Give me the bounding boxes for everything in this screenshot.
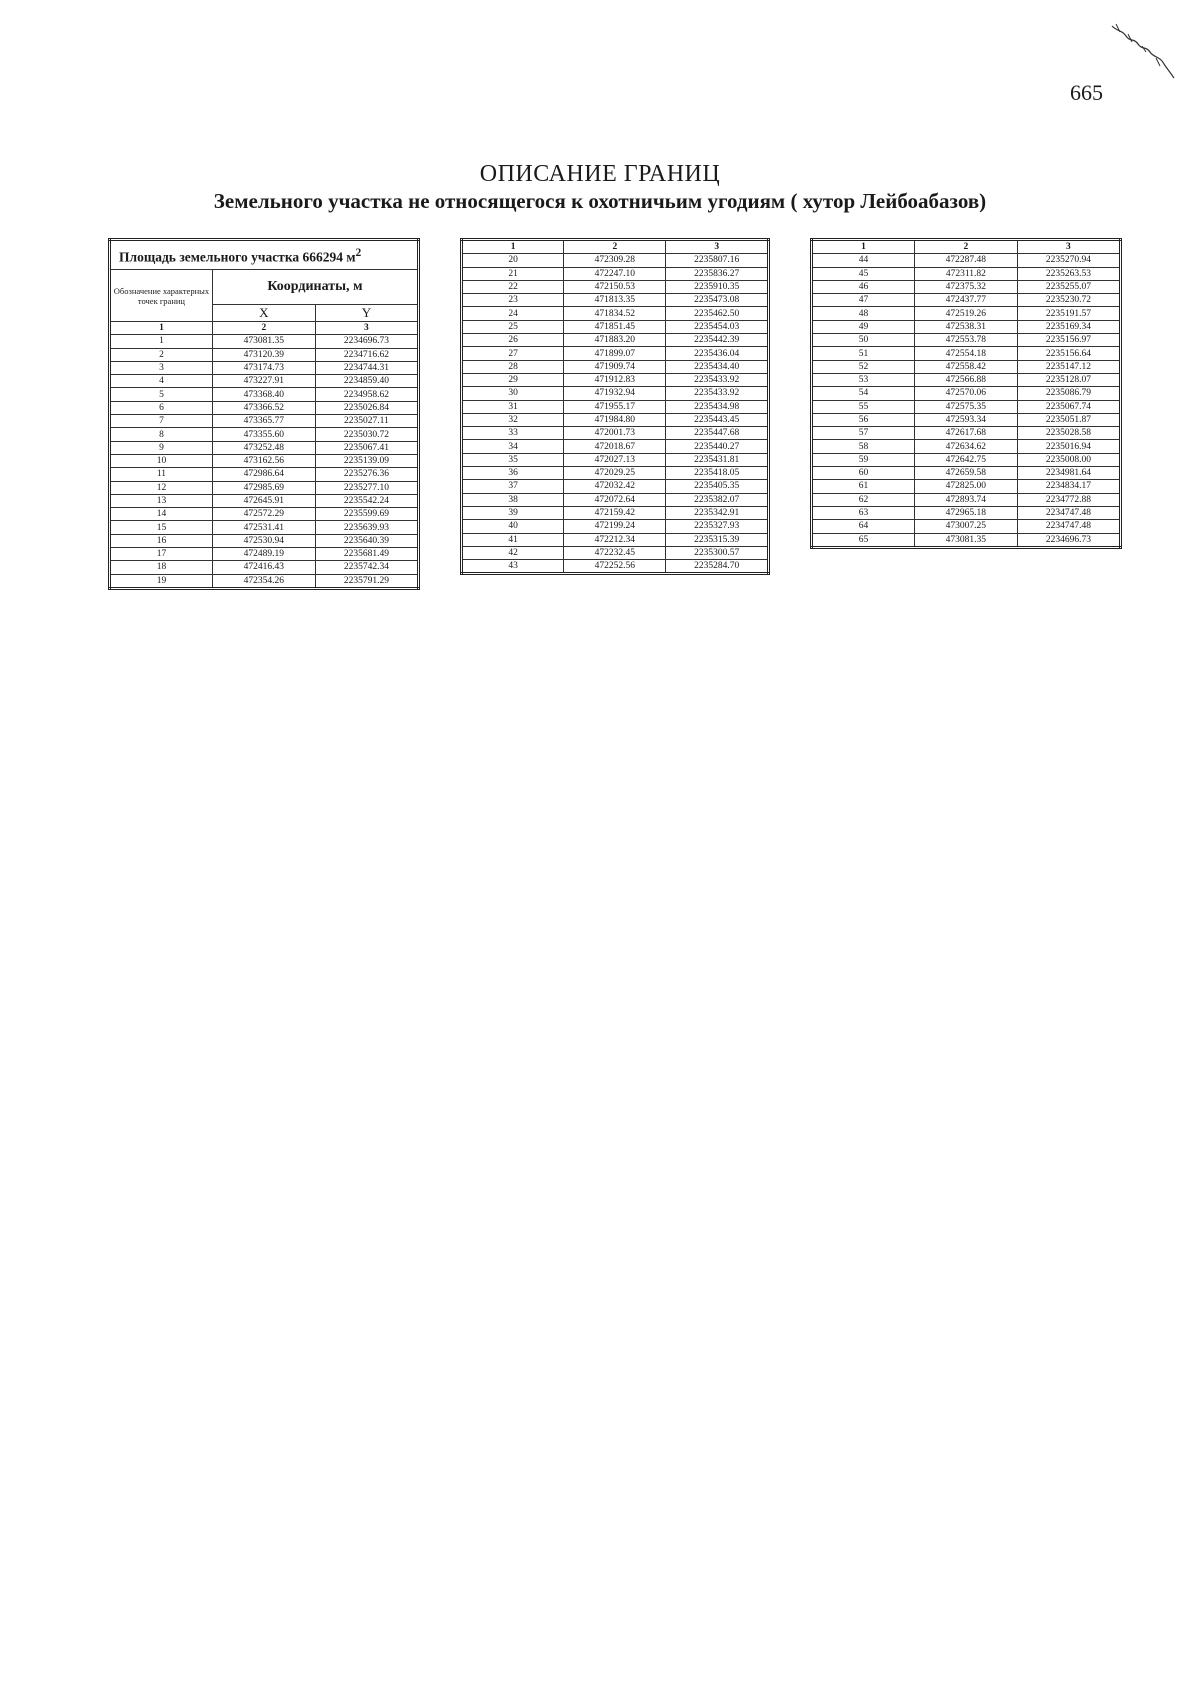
x-coordinate: 472531.41 [212,521,315,534]
x-coordinate: 472986.64 [212,468,315,481]
y-coordinate: 2235027.11 [315,415,418,428]
point-number: 29 [462,373,564,386]
table-row [812,254,1121,267]
point-number: 31 [462,400,564,413]
y-coordinate: 2235434.40 [666,360,769,373]
point-number: 10 [110,454,213,467]
x-coordinate: 472018.67 [564,440,666,453]
table-row [110,441,419,454]
x-coordinate: 472212.34 [564,533,666,546]
y-coordinate: 2235156.97 [1017,334,1120,347]
y-coordinate: 2235382.07 [666,493,769,506]
y-coordinate: 2235284.70 [666,560,769,574]
x-coordinate: 472001.73 [564,427,666,440]
table-row [462,413,769,426]
x-coordinate: 472985.69 [212,481,315,494]
x-coordinate: 473081.35 [212,335,315,348]
y-coordinate: 2235300.57 [666,546,769,559]
document-heading [0,160,1200,214]
x-coordinate: 473227.91 [212,375,315,388]
x-coordinate: 472252.56 [564,560,666,574]
y-coordinate: 2235807.16 [666,254,769,267]
column-number: 1 [812,240,915,254]
table-row [812,307,1121,320]
y-coordinate: 2235640.39 [315,534,418,547]
coordinates-header: Координаты, м [212,270,418,305]
point-number: 52 [812,360,915,373]
x-coordinate: 471813.35 [564,294,666,307]
point-number: 17 [110,548,213,561]
table-row [110,494,419,507]
point-number: 61 [812,480,915,493]
y-coordinate: 2235462.50 [666,307,769,320]
x-coordinate: 472199.24 [564,520,666,533]
x-coordinate: 473252.48 [212,441,315,454]
table-row [462,520,769,533]
column-number: 3 [315,322,418,335]
point-number: 46 [812,280,915,293]
y-coordinate: 2235454.03 [666,320,769,333]
table-row [110,534,419,547]
point-number: 25 [462,320,564,333]
y-coordinate: 2235139.09 [315,454,418,467]
point-number: 62 [812,493,915,506]
point-number: 20 [462,254,564,267]
point-number: 7 [110,415,213,428]
column-number-row [812,240,1121,254]
table-row [110,574,419,588]
y-coordinate: 2235051.87 [1017,413,1120,426]
y-coordinate: 2235433.92 [666,387,769,400]
y-coordinate: 2235791.29 [315,574,418,588]
point-number: 8 [110,428,213,441]
y-coordinate: 2235086.79 [1017,387,1120,400]
x-coordinate: 472566.88 [914,373,1017,386]
point-number: 65 [812,533,915,547]
table-row [812,480,1121,493]
table-row [462,400,769,413]
y-coordinate: 2235542.24 [315,494,418,507]
y-coordinate: 2235026.84 [315,401,418,414]
y-coordinate: 2235030.72 [315,428,418,441]
point-number: 49 [812,320,915,333]
point-number: 51 [812,347,915,360]
x-coordinate: 471955.17 [564,400,666,413]
table-row [462,294,769,307]
table-row [462,387,769,400]
x-coordinate: 473081.35 [914,533,1017,547]
point-number: 55 [812,400,915,413]
y-coordinate: 2235128.07 [1017,373,1120,386]
x-coordinate: 472965.18 [914,506,1017,519]
point-number: 18 [110,561,213,574]
x-coordinate: 472572.29 [212,508,315,521]
y-coordinate: 2235067.74 [1017,400,1120,413]
table-row [110,361,419,374]
coordinates-table-1 [108,238,420,590]
y-coordinate: 2235156.64 [1017,347,1120,360]
y-coordinate: 2234744.31 [315,361,418,374]
point-number: 42 [462,546,564,559]
point-number: 45 [812,267,915,280]
table-row [812,360,1121,373]
y-coordinate: 2235836.27 [666,267,769,280]
table-row [110,454,419,467]
point-number: 41 [462,533,564,546]
y-coordinate: 2235431.81 [666,453,769,466]
y-coordinate: 2234834.17 [1017,480,1120,493]
y-coordinate: 2235191.57 [1017,307,1120,320]
point-number: 63 [812,506,915,519]
y-coordinate: 2234696.73 [315,335,418,348]
y-coordinate: 2235147.12 [1017,360,1120,373]
table-row [462,280,769,293]
y-coordinate: 2235067.41 [315,441,418,454]
point-number: 48 [812,307,915,320]
table-row [812,320,1121,333]
x-header: X [212,305,315,322]
y-coordinate: 2235442.39 [666,334,769,347]
y-coordinate: 2234772.88 [1017,493,1120,506]
x-coordinate: 473366.52 [212,401,315,414]
x-coordinate: 472437.77 [914,294,1017,307]
column-number-row [110,322,419,335]
y-coordinate: 2235230.72 [1017,294,1120,307]
x-coordinate: 472530.94 [212,534,315,547]
point-number: 21 [462,267,564,280]
coordinates-table-2 [460,238,770,575]
table-row [812,493,1121,506]
table-row [462,334,769,347]
table-row [462,440,769,453]
point-number: 43 [462,560,564,574]
document-title: ОПИСАНИЕ ГРАНИЦ [479,161,721,187]
point-number: 30 [462,387,564,400]
point-number: 1 [110,335,213,348]
y-coordinate: 2235447.68 [666,427,769,440]
point-number: 64 [812,520,915,533]
table-row [110,508,419,521]
point-number: 59 [812,453,915,466]
point-number: 6 [110,401,213,414]
x-coordinate: 471899.07 [564,347,666,360]
point-number: 19 [110,574,213,588]
x-coordinate: 472032.42 [564,480,666,493]
point-number: 27 [462,347,564,360]
table-row [110,561,419,574]
x-coordinate: 472287.48 [914,254,1017,267]
table-row [812,467,1121,480]
x-coordinate: 473162.56 [212,454,315,467]
table-row [812,280,1121,293]
point-number: 47 [812,294,915,307]
x-coordinate: 471834.52 [564,307,666,320]
x-coordinate: 472554.18 [914,347,1017,360]
document-subtitle: Земельного участка не относящегося к охотничьим угодиям ( хутор Лейбоабазов) [213,189,987,213]
table-row [110,388,419,401]
x-coordinate: 472893.74 [914,493,1017,506]
table-row [462,320,769,333]
x-coordinate: 471883.20 [564,334,666,347]
table-row [462,480,769,493]
x-coordinate: 472642.75 [914,453,1017,466]
y-coordinate: 2235910.35 [666,280,769,293]
table-row [110,335,419,348]
y-coordinate: 2235681.49 [315,548,418,561]
table-row [462,267,769,280]
y-coordinate: 2235742.34 [315,561,418,574]
x-coordinate: 472519.26 [914,307,1017,320]
table-row [110,348,419,361]
handwritten-signature [1108,22,1178,82]
x-coordinate: 472558.42 [914,360,1017,373]
x-coordinate: 472553.78 [914,334,1017,347]
table-row [110,481,419,494]
x-coordinate: 472645.91 [212,494,315,507]
table-row [462,560,769,574]
table-row [812,294,1121,307]
y-coordinate: 2235276.36 [315,468,418,481]
x-coordinate: 473120.39 [212,348,315,361]
table-row [812,373,1121,386]
x-coordinate: 472575.35 [914,400,1017,413]
x-coordinate: 472825.00 [914,480,1017,493]
x-coordinate: 472538.31 [914,320,1017,333]
x-coordinate: 472072.64 [564,493,666,506]
table-row [110,468,419,481]
y-coordinate: 2235418.05 [666,467,769,480]
x-coordinate: 471984.80 [564,413,666,426]
point-number: 24 [462,307,564,320]
x-coordinate: 472232.45 [564,546,666,559]
table-row [110,428,419,441]
y-coordinate: 2235434.98 [666,400,769,413]
column-number: 2 [564,240,666,254]
point-number: 16 [110,534,213,547]
table-row [462,467,769,480]
point-number: 12 [110,481,213,494]
x-coordinate: 472354.26 [212,574,315,588]
point-number: 60 [812,467,915,480]
table-row [812,533,1121,547]
y-coordinate: 2235473.08 [666,294,769,307]
point-number: 13 [110,494,213,507]
table-row [462,360,769,373]
table-row [462,347,769,360]
x-coordinate: 472593.34 [914,413,1017,426]
x-coordinate: 472634.62 [914,440,1017,453]
table-row [812,387,1121,400]
point-number: 2 [110,348,213,361]
table-row [812,347,1121,360]
table-row [462,453,769,466]
table-row [812,267,1121,280]
x-coordinate: 471851.45 [564,320,666,333]
y-coordinate: 2235277.10 [315,481,418,494]
x-coordinate: 472027.13 [564,453,666,466]
point-number: 28 [462,360,564,373]
point-number: 54 [812,387,915,400]
table-row [462,493,769,506]
point-number: 34 [462,440,564,453]
x-coordinate: 472029.25 [564,467,666,480]
table-row [462,307,769,320]
table-row [462,427,769,440]
y-coordinate: 2234696.73 [1017,533,1120,547]
x-coordinate: 472311.82 [914,267,1017,280]
point-number: 35 [462,453,564,466]
point-number: 37 [462,480,564,493]
x-coordinate: 472375.32 [914,280,1017,293]
column-number: 2 [212,322,315,335]
x-coordinate: 473368.40 [212,388,315,401]
table-row [812,440,1121,453]
point-number: 9 [110,441,213,454]
column-number: 1 [462,240,564,254]
point-number: 3 [110,361,213,374]
y-coordinate: 2235342.91 [666,506,769,519]
x-coordinate: 471912.83 [564,373,666,386]
y-coordinate: 2235255.07 [1017,280,1120,293]
page-number: 665 [1070,80,1103,105]
x-coordinate: 472489.19 [212,548,315,561]
table-row [110,548,419,561]
x-coordinate: 473365.77 [212,415,315,428]
x-coordinate: 471932.94 [564,387,666,400]
point-label-header: Обозначение характерных точек границ [110,270,213,322]
point-number: 32 [462,413,564,426]
point-number: 56 [812,413,915,426]
y-coordinate: 2234981.64 [1017,467,1120,480]
table-row [110,401,419,414]
table-row [110,375,419,388]
column-number: 1 [110,322,213,335]
point-number: 50 [812,334,915,347]
y-coordinate: 2235270.94 [1017,254,1120,267]
point-number: 23 [462,294,564,307]
point-number: 5 [110,388,213,401]
point-number: 53 [812,373,915,386]
y-coordinate: 2235315.39 [666,533,769,546]
x-coordinate: 473355.60 [212,428,315,441]
y-coordinate: 2234747.48 [1017,520,1120,533]
table-row [812,506,1121,519]
y-coordinate: 2235443.45 [666,413,769,426]
table-row [462,373,769,386]
x-coordinate: 472150.53 [564,280,666,293]
table-row [812,400,1121,413]
y-coordinate: 2235016.94 [1017,440,1120,453]
y-coordinate: 2235440.27 [666,440,769,453]
point-number: 39 [462,506,564,519]
point-number: 44 [812,254,915,267]
table-row [462,254,769,267]
point-number: 14 [110,508,213,521]
table-row [812,520,1121,533]
point-number: 58 [812,440,915,453]
point-number: 33 [462,427,564,440]
point-number: 38 [462,493,564,506]
table-row [462,546,769,559]
x-coordinate: 472247.10 [564,267,666,280]
point-number: 57 [812,427,915,440]
column-number: 2 [914,240,1017,254]
table-row [812,413,1121,426]
table-row [110,521,419,534]
y-coordinate: 2234859.40 [315,375,418,388]
point-number: 26 [462,334,564,347]
y-coordinate: 2235639.93 [315,521,418,534]
y-coordinate: 2234716.62 [315,348,418,361]
table-row [812,427,1121,440]
table-row [110,415,419,428]
y-coordinate: 2235028.58 [1017,427,1120,440]
column-number: 3 [666,240,769,254]
x-coordinate: 472570.06 [914,387,1017,400]
y-coordinate: 2235599.69 [315,508,418,521]
y-header: Y [315,305,418,322]
y-coordinate: 2235263.53 [1017,267,1120,280]
table-row [812,334,1121,347]
y-coordinate: 2235433.92 [666,373,769,386]
point-number: 15 [110,521,213,534]
y-coordinate: 2234958.62 [315,388,418,401]
x-coordinate: 472659.58 [914,467,1017,480]
table-row [462,506,769,519]
point-number: 40 [462,520,564,533]
y-coordinate: 2235008.00 [1017,453,1120,466]
coordinates-table-3 [810,238,1122,549]
y-coordinate: 2235169.34 [1017,320,1120,333]
x-coordinate: 472416.43 [212,561,315,574]
y-coordinate: 2235436.04 [666,347,769,360]
x-coordinate: 472159.42 [564,506,666,519]
column-number: 3 [1017,240,1120,254]
y-coordinate: 2235405.35 [666,480,769,493]
x-coordinate: 471909.74 [564,360,666,373]
point-number: 36 [462,467,564,480]
column-number-row [462,240,769,254]
table-row [812,453,1121,466]
y-coordinate: 2234747.48 [1017,506,1120,519]
x-coordinate: 472309.28 [564,254,666,267]
x-coordinate: 473174.73 [212,361,315,374]
x-coordinate: 473007.25 [914,520,1017,533]
point-number: 11 [110,468,213,481]
table-row [462,533,769,546]
x-coordinate: 472617.68 [914,427,1017,440]
point-number: 4 [110,375,213,388]
y-coordinate: 2235327.93 [666,520,769,533]
area-label: Площадь земельного участка 666294 $м^2$ [110,240,419,270]
point-number: 22 [462,280,564,293]
